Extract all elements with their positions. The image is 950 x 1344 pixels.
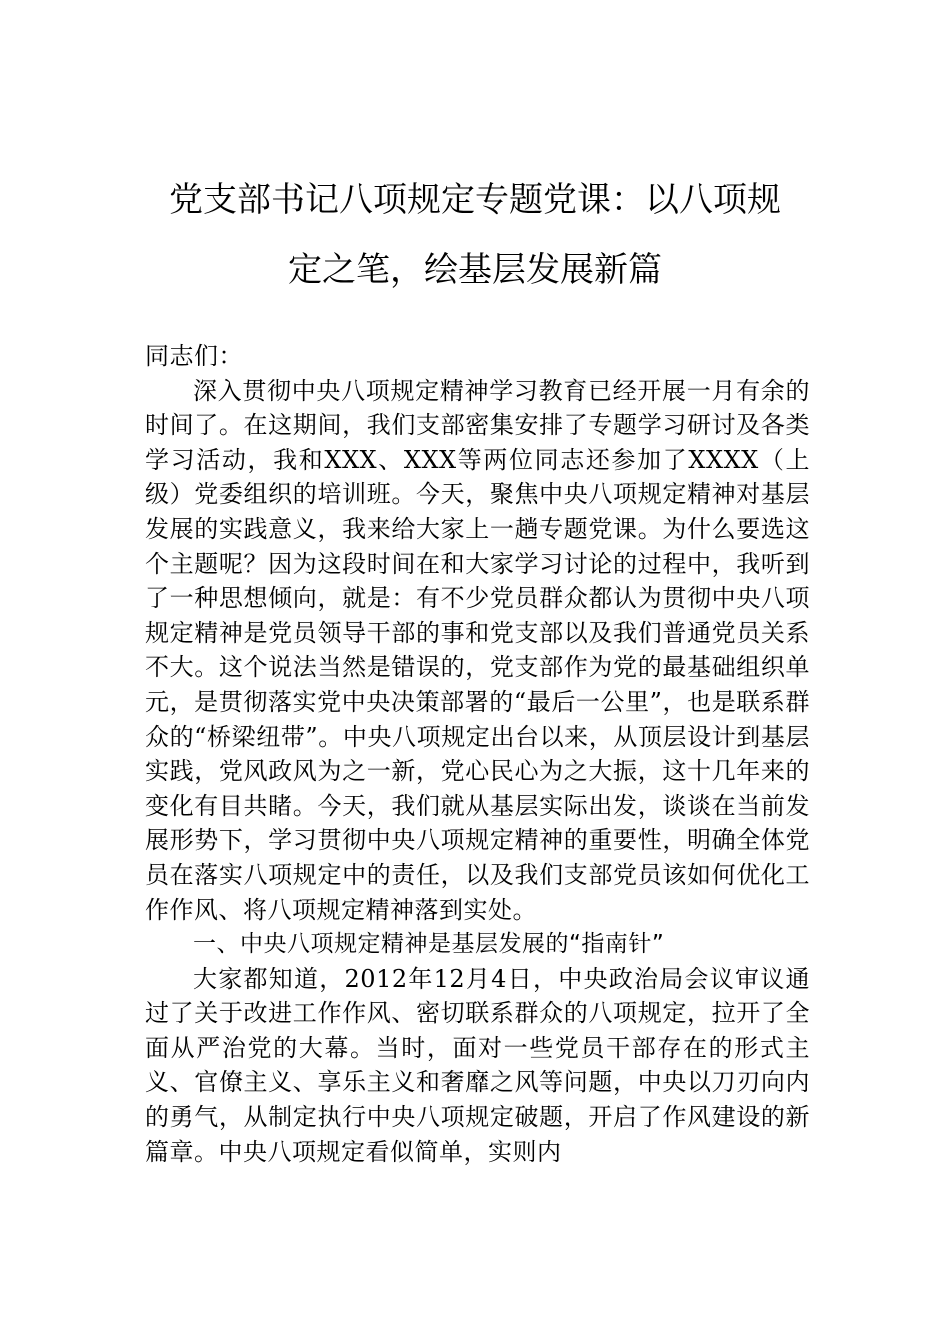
body-paragraph: 大家都知道，2012年12月4日，中央政治局会议审议通过了关于改进工作作风、密切联系群众的八项规定，拉开了全面从严治党的大幕。当时，面对一些党员干部存在的形式主义、官僚主义、享乐主义和奢靡之风等问题，中央以刀刃向内的勇气，从制定执行中央八项规定破题，开启了作风建设的新篇章。中央八项规定看似简单，实则内 bbox=[145, 964, 810, 1166]
body-paragraph: 深入贯彻中央八项规定精神学习教育已经开展一月有余的时间了。在这期间，我们支部密集安排了专题学习研讨及各类学习活动，我和XXX、XXX等两位同志还参加了XXXX（上级）党委组织的培训班。今天，聚焦中央八项规定精神对基层发展的实践意义，我来给大家上一趟专题党课。为什么要选这个主题呢？因为这段时间在和大家学习讨论的过程中，我听到了一种思想倾向，就是：有不少党员群众都认为贯彻中央八项规定精神是党员领导干部的事和党支部以及我们普通党员关系不大。这个说法当然是错误的，党支部作为党的最基础组织单元，是贯彻落实党中央决策部署的“最后一公里”，也是联系群众的“桥梁纽带”。中央八项规定出台以来，从顶层设计到基层实践，党风政风为之一新，党心民心为之大振，这十几年来的变化有目共睹。今天，我们就从基层实际出发，谈谈在当前发展形势下，学习贯彻中央八项规定精神的重要性，明确全体党员在落实八项规定中的责任，以及我们支部党员该如何优化工作作风、将八项规定精神落到实处。 bbox=[145, 376, 810, 924]
document-title-line-2: 定之笔，绘基层发展新篇 bbox=[288, 250, 662, 290]
document-title-line-1: 党支部书记八项规定专题党课：以八项规 bbox=[169, 180, 781, 220]
section-heading: 一、中央八项规定精神是基层发展的“指南针” bbox=[193, 931, 665, 958]
salutation: 同志们： bbox=[145, 342, 243, 370]
document-body bbox=[145, 339, 810, 1169]
